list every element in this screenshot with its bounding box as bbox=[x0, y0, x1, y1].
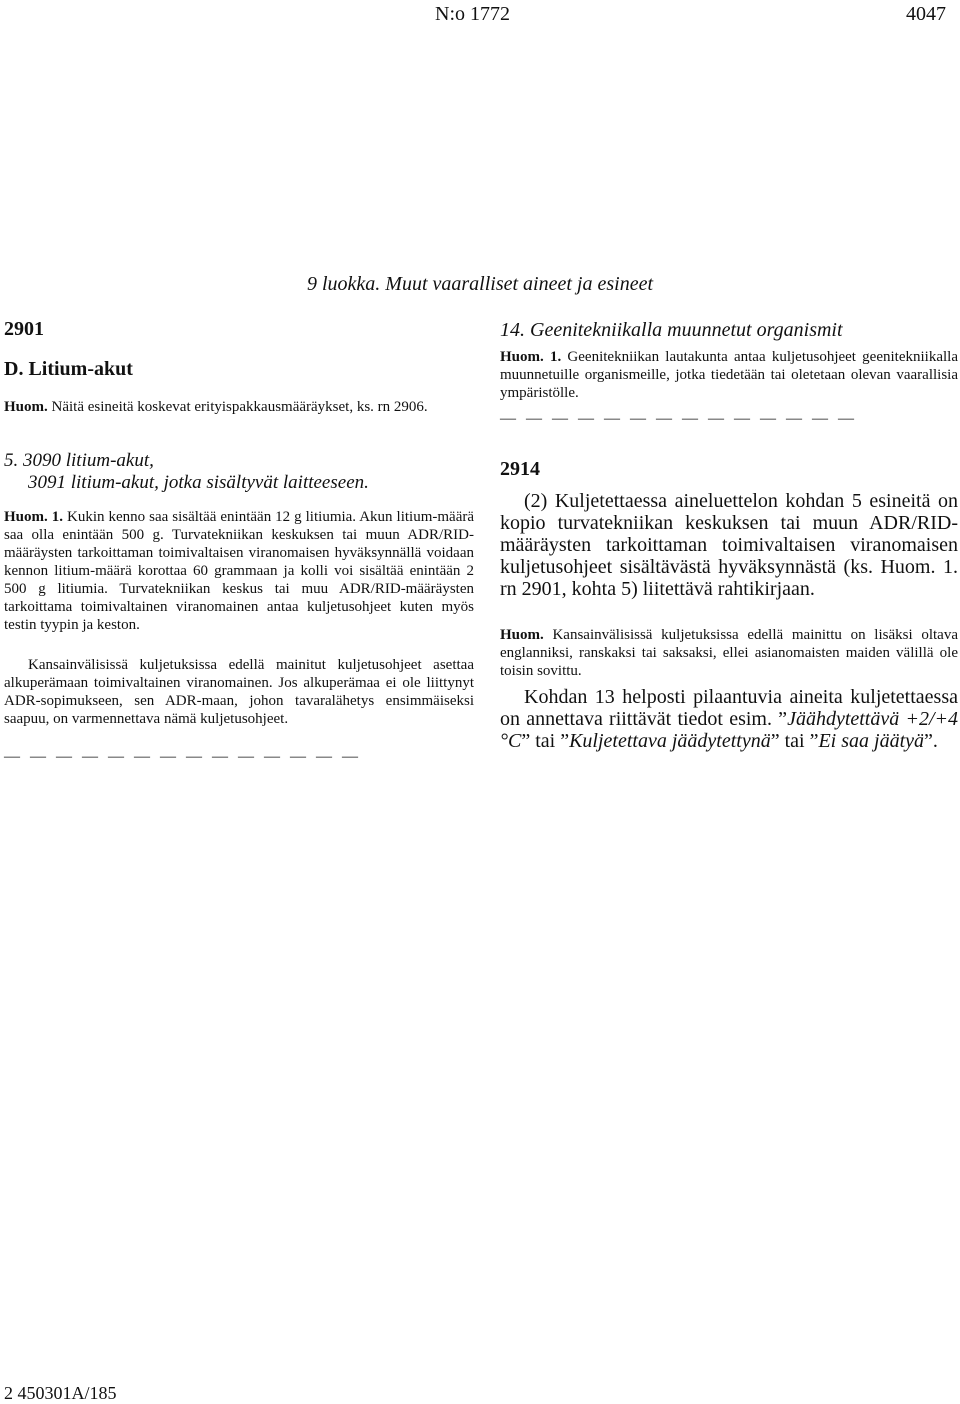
section-number-2914: 2914 bbox=[500, 458, 540, 480]
separator-dashes-right: — — — — — — — — — — — — — — bbox=[500, 410, 857, 427]
huom1-text: Kukin kenno saa sisältää enintään 12 g litiumia. Akun litium-määrä saa olla enintään 500 g. Turvatekniikan keskuksen tai muun ADR/RID-määräysten tarkoittaman toimivaltaisen viranomaisen hyväksynnällä voidaan kennon litium-määrä korottaa 60 grammaan ja kolli voi sisältää enintään 2 500 g litiumia. Turvatekniikan keskus tai muu ADR/RID-määräysten tarkoittama toimivaltainen viranomainen antaa kuljetusohjeet kuten myös testin tyypin ja keston. bbox=[4, 509, 474, 633]
page-number: 4047 bbox=[906, 3, 946, 25]
huom1-text-right: Geenitekniikan lautakunta antaa kuljetusohjeet geenitekniikalla muunnetuille organismeille, jotka tiedetään tai oletetaan olevan vaarallisia ympäristölle. bbox=[500, 349, 958, 401]
item-line-1: 5. 3090 litium-akut, bbox=[4, 450, 154, 471]
page-header-number: N:o 1772 bbox=[435, 3, 510, 25]
item-line-2: 3091 litium-akut, jotka sisältyvät laitteeseen. bbox=[28, 472, 369, 493]
paragraph-perishables bbox=[500, 686, 958, 752]
huom1-note bbox=[4, 508, 474, 634]
separator-dashes: — — — — — — — — — — — — — — bbox=[4, 748, 361, 765]
paragraph-2914-2: (2) Kuljetettaessa aineluettelon kohdan 5 esineitä on kopio turvatekniikan keskuksen tai muun ADR/RID-määräysten tarkoittaman toimivaltaisen viranomaisen kuljetusohjeet sisältävästä hyväksynnästä (ks. Huom. 1. rn 2901, kohta 5) liitettävä rahtikirjaan. bbox=[500, 490, 958, 600]
huom-label: Huom. bbox=[4, 399, 48, 415]
text-segment: ” tai ” bbox=[770, 730, 819, 752]
huom1-label-right: Huom. 1. bbox=[500, 349, 562, 365]
section-title: D. Litium-akut bbox=[4, 358, 133, 380]
label-no-freeze: Ei saa jäätyä bbox=[818, 730, 925, 752]
huom-text: Näitä esineitä koskevat erityispakkausmääräykset, ks. rn 2906. bbox=[47, 399, 428, 415]
huom-text-right: Kansainvälisissä kuljetuksissa edellä mainittu on lisäksi oltava englanniksi, ranskaksi tai saksaksi, ellei asianomaisten maiden välillä ole toisin sovittu. bbox=[500, 627, 958, 679]
huom-label-right: Huom. bbox=[500, 627, 544, 643]
huom1-label: Huom. 1. bbox=[4, 509, 63, 525]
item-14-title: 14. Geenitekniikalla muunnetut organismit bbox=[500, 319, 843, 341]
label-cooled: Jäähdytettävä +2/+4 °C bbox=[500, 708, 958, 752]
text-segment: Kohdan 13 helposti pilaantuvia aineita kuljetettaessa on annettava riittävät tiedot esim. ” bbox=[500, 686, 958, 730]
paragraph-international: Kansainvälisissä kuljetuksissa edellä mainitut kuljetusohjeet asettaa alkuperämaan toimivaltainen viranomainen. Jos alkuperämaa ei ole liittynyt ADR-sopimukseen, sen ADR-maan, johon tavaralähetys ensimmäiseksi saapuu, on varmennettava nämä kuljetusohjeet. bbox=[4, 657, 474, 727]
part-title: 9 luokka. Muut vaaralliset aineet ja esineet bbox=[306, 273, 654, 295]
section-number: 2901 bbox=[4, 318, 44, 340]
huom-note-right bbox=[500, 626, 958, 680]
footer-code: 2 450301A/185 bbox=[4, 1383, 117, 1403]
huom-note bbox=[4, 398, 474, 416]
text-segment: ” tai ” bbox=[521, 730, 570, 752]
label-frozen: Kuljetettava jäädytettynä bbox=[569, 730, 771, 752]
huom1-note-right bbox=[500, 348, 958, 402]
text-segment: ”. bbox=[924, 730, 938, 752]
